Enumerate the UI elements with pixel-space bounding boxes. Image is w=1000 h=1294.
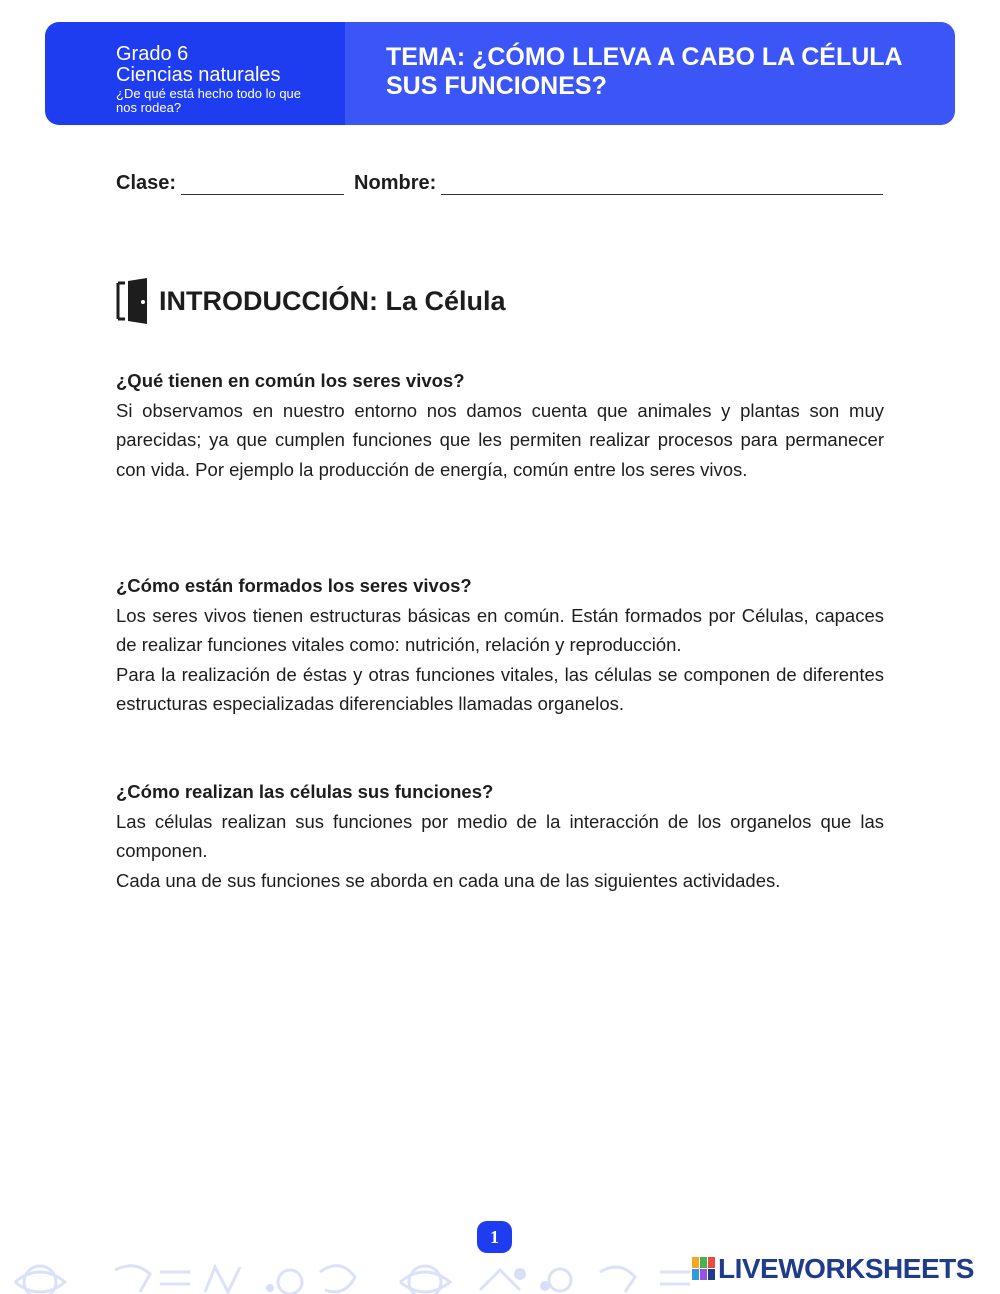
door-icon (116, 278, 149, 324)
content-block (116, 571, 884, 719)
content-block (116, 366, 884, 484)
unit-question: ¿De qué está hecho todo lo que nos rodea? (116, 86, 302, 115)
student-fields (116, 172, 886, 195)
topic-title: TEMA: ¿CÓMO LLEVA A CABO LA CÉLULA SUS FUNCIONES? (386, 43, 902, 100)
block-paragraph: Para la realización de éstas y otras funciones vitales, las células se componen de diferentes estructuras especializadas diferenciables llamadas organelos. (116, 663, 884, 714)
clase-input-line[interactable] (181, 176, 344, 195)
content-block (116, 777, 884, 895)
liveworksheets-brand (692, 1253, 974, 1285)
brand-name: LIVEWORKSHEETS (718, 1253, 974, 1284)
worksheet-header (45, 22, 955, 125)
block-paragraph: Los seres vivos tienen estructuras básicas en común. Están formados por Células, capaces de realizar funciones vitales como: nutrición, relación y reproducción. (116, 604, 884, 655)
header-course-info (45, 22, 345, 125)
block-question: ¿Cómo están formados los seres vivos? (116, 575, 472, 596)
nombre-label: Nombre: (354, 172, 437, 194)
section-title: INTRODUCCIÓN: La Célula (159, 285, 506, 316)
subject-label: Ciencias naturales (116, 64, 281, 86)
clase-label: Clase: (116, 172, 177, 194)
page-number: 1 (477, 1221, 512, 1253)
block-question: ¿Qué tienen en común los seres vivos? (116, 370, 465, 391)
grade-label: Grado 6 (116, 43, 189, 65)
block-paragraph: Las células realizan sus funciones por medio de la interacción de los organelos que las componen. (116, 810, 884, 861)
nombre-input-line[interactable] (441, 176, 883, 195)
liveworksheets-logo-icon (692, 1257, 716, 1281)
section-heading (116, 278, 506, 324)
block-question: ¿Cómo realizan las células sus funciones? (116, 781, 494, 802)
header-topic (345, 22, 955, 125)
block-paragraph: Si observamos en nuestro entorno nos damos cuenta que animales y plantas son muy parecidas; ya que cumplen funciones que les permiten realizar procesos para permanecer con vida. Por ejemplo la producción de energía, común entre los seres vivos. (116, 399, 884, 480)
block-paragraph: Cada una de sus funciones se aborda en cada una de las siguientes actividades. (116, 869, 781, 891)
